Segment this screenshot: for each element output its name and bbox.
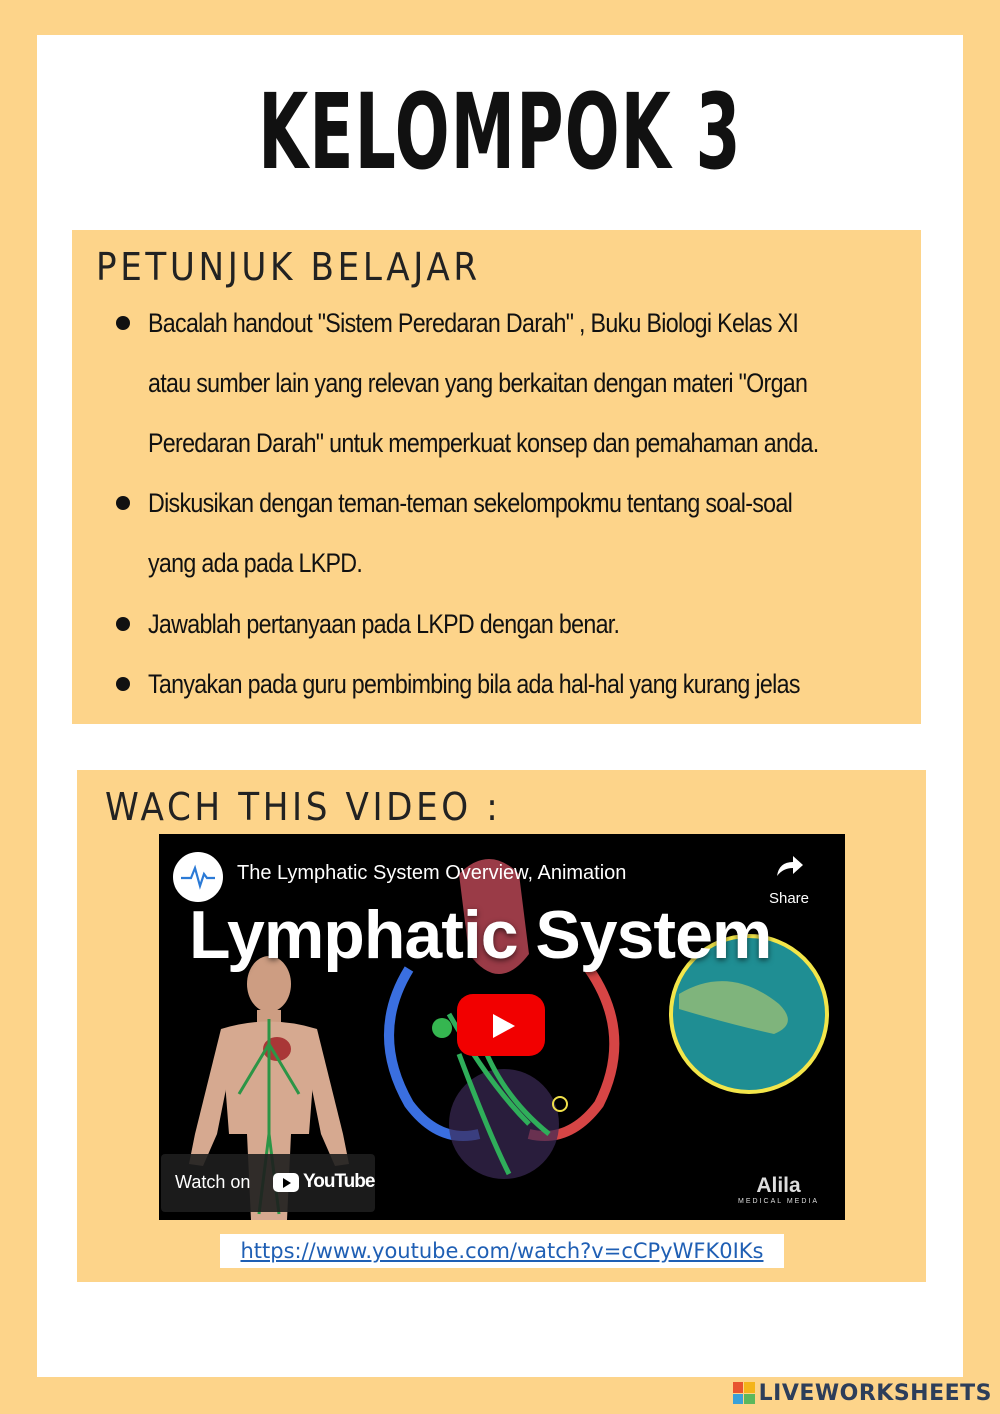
instruction-line: Diskusikan dengan teman-teman sekelompokmu tentang soal-soal	[148, 488, 793, 518]
channel-avatar[interactable]	[173, 852, 223, 902]
video-section-heading: WACH THIS VIDEO :	[105, 785, 502, 829]
video-title[interactable]: The Lymphatic System Overview, Animation	[237, 862, 627, 884]
liveworksheets-brand: LIVEWORKSHEETS	[758, 1380, 992, 1406]
instruction-line: Tanyakan pada guru pembimbing bila ada hal-hal yang kurang jelas	[148, 669, 800, 699]
liveworksheets-logo-icon	[733, 1382, 755, 1404]
bullet-4	[116, 677, 130, 691]
learning-instructions-box	[72, 230, 921, 724]
play-icon	[493, 1014, 515, 1038]
bullet-2	[116, 496, 130, 510]
bullet-1	[116, 316, 130, 330]
instructions-list	[72, 230, 921, 724]
youtube-logo-icon	[273, 1173, 299, 1192]
instruction-line: Bacalah handout "Sistem Peredaran Darah" , Buku Biologi Kelas XI	[148, 308, 799, 338]
watch-on-youtube-button[interactable]	[161, 1154, 375, 1212]
youtube-link[interactable]: https://www.youtube.com/watch?v=cCPyWFK0IKs	[220, 1234, 784, 1268]
liveworksheets-footer	[733, 1378, 992, 1408]
instruction-line: atau sumber lain yang relevan yang berkaitan dengan materi "Organ	[148, 368, 808, 398]
play-button[interactable]	[457, 994, 545, 1056]
bullet-3	[116, 617, 130, 631]
instruction-line: Jawablah pertanyaan pada LKPD dengan benar.	[148, 609, 620, 639]
share-icon[interactable]	[775, 854, 805, 878]
instruction-line: yang ada pada LKPD.	[148, 548, 363, 578]
video-section-box	[77, 770, 926, 1282]
youtube-wordmark: YouTube	[303, 1171, 375, 1192]
page-title: KELOMPOK 3	[258, 71, 742, 193]
alila-brand: Alila MEDICAL MEDIA	[738, 1174, 819, 1205]
thumbnail-title: Lymphatic System	[189, 897, 772, 973]
heartbeat-icon	[173, 852, 223, 902]
youtube-video-embed[interactable]	[159, 834, 845, 1220]
instruction-line: Peredaran Darah" untuk memperkuat konsep dan pemahaman anda.	[148, 428, 819, 458]
share-label[interactable]: Share	[768, 890, 809, 907]
watch-on-label: Watch on	[175, 1172, 251, 1192]
instructions-heading: PETUNJUK BELAJAR	[96, 245, 481, 289]
